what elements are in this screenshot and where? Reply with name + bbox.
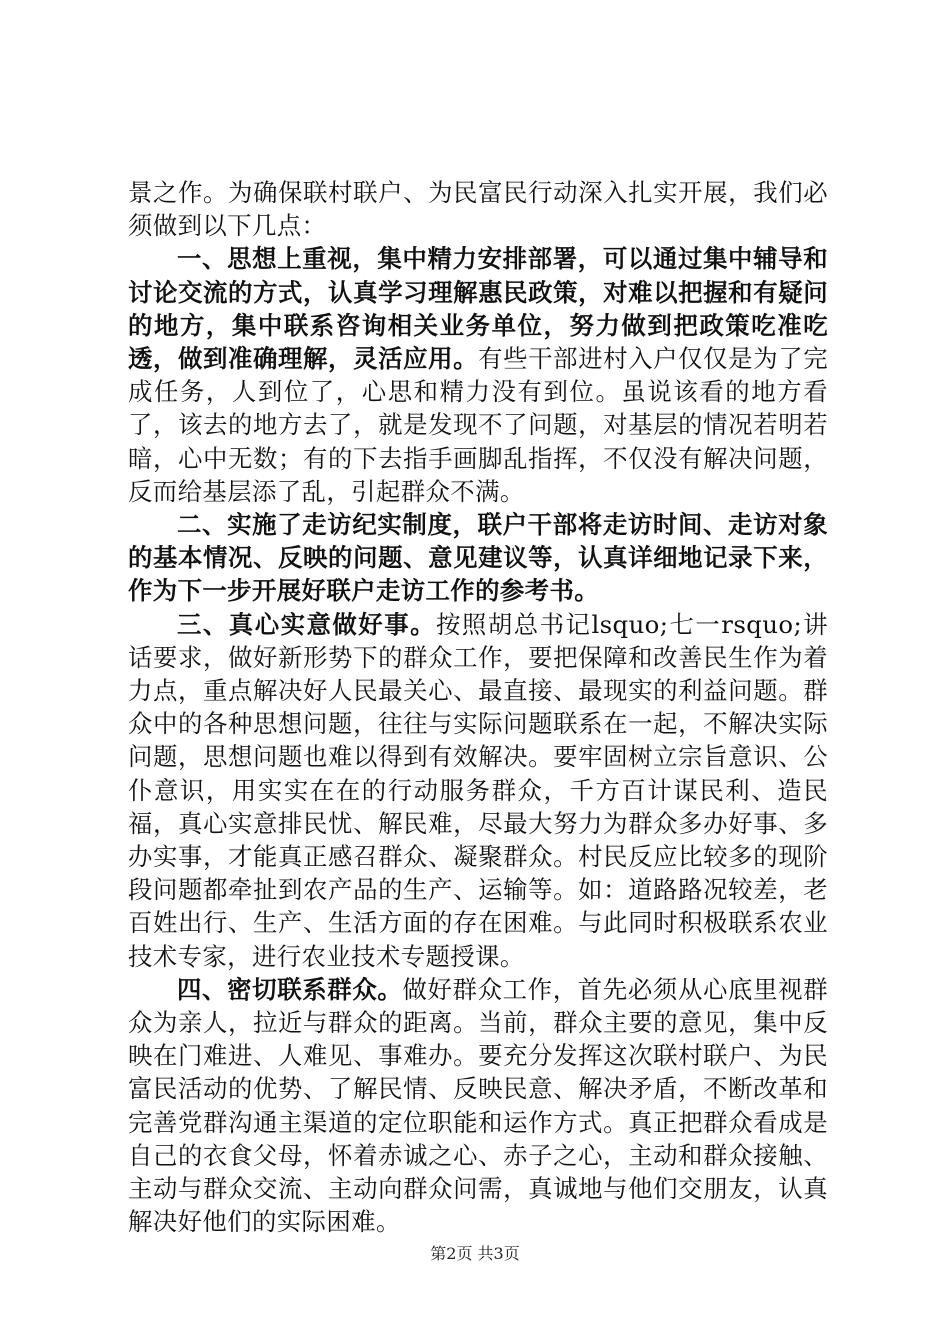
page-footer: 第2页 共3页 [430,1244,520,1263]
paragraph-point-2 [128,508,828,608]
paragraph-lead: 四、密切联系群众。 [177,974,403,1004]
paragraph-point-1 [128,242,828,508]
paragraph-lead: 一、思想上重视，集中精力安排部署，可以通过集中辅导和讨论交流的方式，认真学习理解惠民政策，对难以把握和有疑问的地方，集中联系咨询相关业务单位，努力做到把政策吃准吃透，做到准确理解，灵活应用。 [128,244,828,374]
paragraph-text: 做好群众工作，首先必须从心底里视群众为亲人，拉近与群众的距离。当前，群众主要的意见，集中反映在门难进、人难见、事难办。要充分发挥这次联村联户、为民富民活动的优势、了解民情、反映民意、解决矛盾，不断改革和完善党群沟通主渠道的定位职能和运作方式。真正把群众看成是自己的衣食父母，怀着赤诚之心、赤子之心，主动和群众接触、主动与群众交流、主动向群众问需，真诚地与他们交朋友，认真解决好他们的实际困难。 [128,974,828,1237]
paragraph-text: 景之作。为确保联村联户、为民富民行动深入扎实开展，我们必须做到以下几点： [128,178,828,241]
document-body [128,176,828,1239]
paragraph-point-3 [128,608,828,973]
paragraph-lead: 三、真心实意做好事。 [177,609,437,639]
paragraph-lead: 二、实施了走访纪实制度，联户干部将走访时间、走访对象的基本情况、反映的问题、意见建议等，认真详细地记录下来，作为下一步开展好联户走访工作的参考书。 [128,510,828,606]
paragraph-text: 有些干部进村入户仅仅是为了完成任务，人到位了，心思和精力没有到位。虽说该看的地方看了，该去的地方去了，就是发现不了问题，对基层的情况若明若暗，心中无数；有的下去指手画脚乱指挥，不仅没有解决问题，反而给基层添了乱，引起群众不满。 [128,344,828,506]
paragraph-point-4 [128,973,828,1239]
paragraph-intro [128,176,828,242]
paragraph-text: 按照胡总书记lsquo;七一rsquo;讲话要求，做好新形势下的群众工作，要把保障和改善民生作为着力点，重点解决好人民最关心、最直接、最现实的利益问题。群众中的各种思想问题，往往与实际问题联系在一起，不解决实际问题，思想问题也难以得到有效解决。要牢固树立宗旨意识、公仆意识，用实实在在的行动服务群众，千方百计谋民利、造民福，真心实意排民忧、解民难，尽最大努力为群众多办好事、多办实事，才能真正感召群众、凝聚群众。村民反应比较多的现阶段问题都牵扯到农产品的生产、运输等。如：道路路况较差，老百姓出行、生产、生活方面的存在困难。与此同时积极联系农业技术专家，进行农业技术专题授课。 [128,609,828,971]
